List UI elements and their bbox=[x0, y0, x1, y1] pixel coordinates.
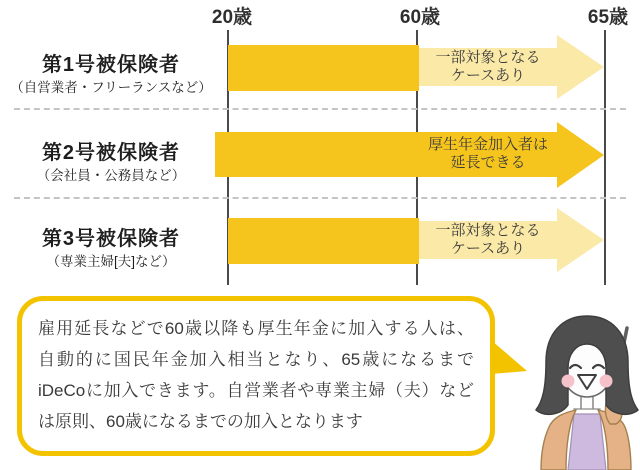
row3-note-line2: ケースあり bbox=[450, 240, 526, 257]
row3-extension-arrow-head bbox=[557, 208, 604, 272]
row3-bar bbox=[228, 218, 419, 264]
row2-extension-arrow-head bbox=[557, 122, 604, 188]
axis-tick-20: 20歳 bbox=[211, 7, 253, 28]
row3-subtitle: （専業主婦[夫]など） bbox=[46, 254, 176, 269]
callout-line1: 雇用延長などで60歳以降も厚生年金に加入する人は、 bbox=[38, 319, 474, 338]
row1-title: 第1号被保険者 bbox=[41, 54, 181, 76]
row1-subtitle: （自営業者・フリーランスなど） bbox=[10, 80, 212, 95]
axis-tick-60: 60歳 bbox=[399, 7, 441, 28]
callout-line2: 自動的に国民年金加入相当となり、65歳になるまで bbox=[38, 350, 474, 369]
callout-line3: iDeCoに加入できます。自営業者や専業主婦（夫）など bbox=[38, 381, 474, 400]
row2-extension-note bbox=[419, 131, 557, 177]
row2-title: 第2号被保険者 bbox=[41, 142, 181, 164]
row3-extension-note bbox=[419, 220, 557, 260]
axis-tick-65: 65歳 bbox=[587, 7, 629, 28]
woman-illustration bbox=[520, 306, 640, 470]
row-divider bbox=[14, 108, 626, 110]
row1-note-line1: 一部対象となる bbox=[435, 49, 541, 66]
row1-note-line2: ケースあり bbox=[450, 67, 526, 84]
row3-title: 第3号被保険者 bbox=[41, 228, 181, 250]
left-blush bbox=[562, 375, 575, 388]
row2-note-line2: 延長できる bbox=[450, 154, 526, 171]
row3-note-line1: 一部対象となる bbox=[435, 222, 541, 239]
row1-extension-note bbox=[419, 47, 557, 87]
right-blush bbox=[600, 375, 613, 388]
callout-line4: は原則、60歳になるまでの加入となります bbox=[38, 412, 363, 431]
row2-note-line1: 厚生年金加入者は bbox=[427, 136, 548, 153]
row-divider bbox=[14, 197, 626, 199]
row1-extension-arrow-head bbox=[557, 35, 604, 99]
row2-subtitle: （会社員・公務員など） bbox=[36, 168, 186, 183]
axis-line-65 bbox=[604, 30, 606, 285]
row1-bar bbox=[228, 45, 419, 91]
callout-bubble bbox=[17, 296, 495, 456]
